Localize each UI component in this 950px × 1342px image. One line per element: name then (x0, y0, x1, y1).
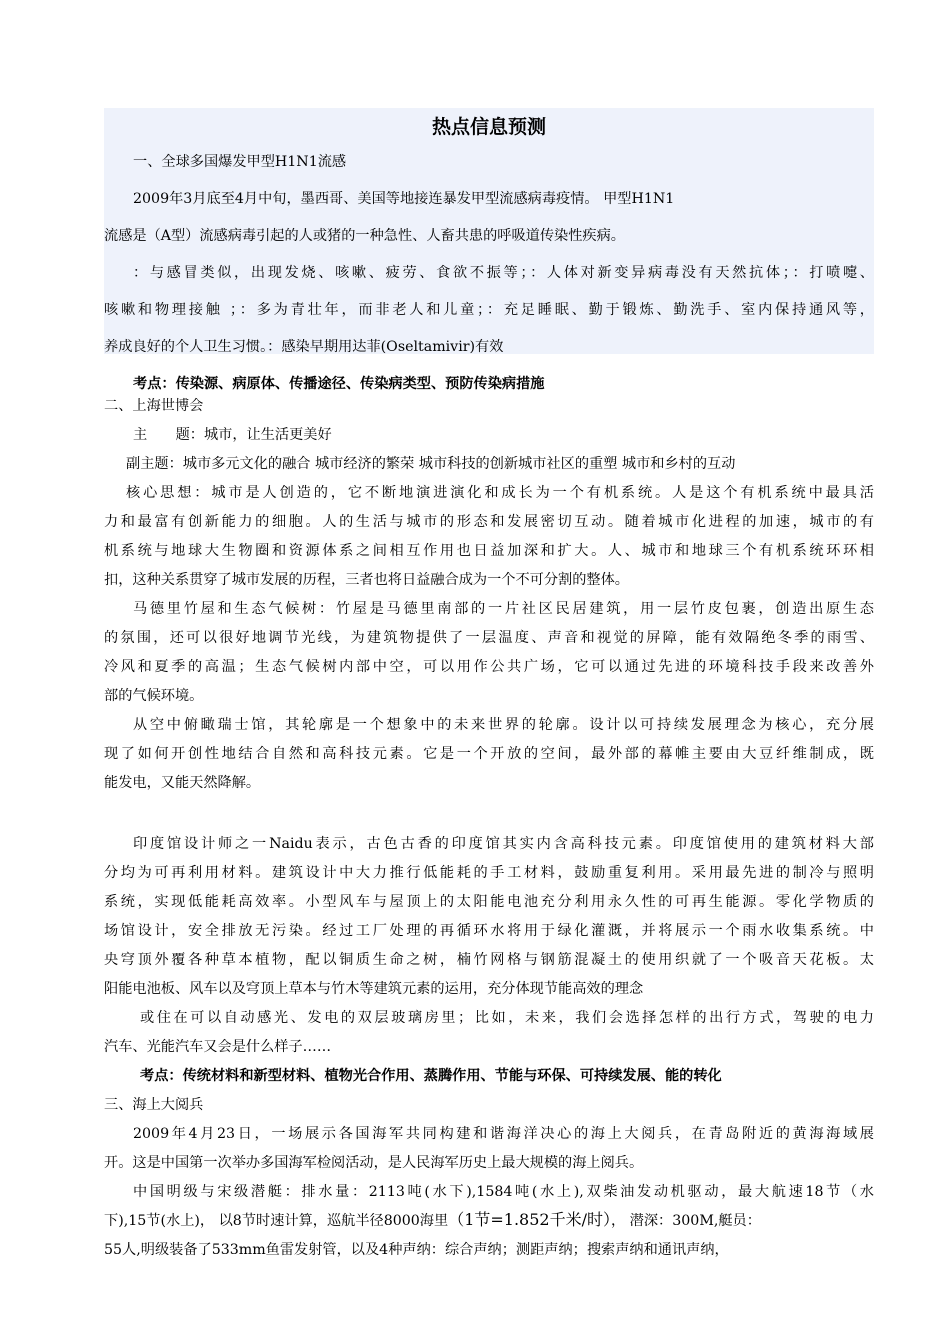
s2-madrid-3: 冷风和夏季的高温；生态气候树内部中空，可以用作公共广场，它可以通过先进的环境科技手段来改善外 (104, 659, 874, 675)
section-3-heading: 三、海上大阅兵 (104, 1097, 204, 1113)
s2-kaodian: 考点：传统材料和新型材料、植物光合作用、蒸腾作用、节能与环保、可持续发展、能的转化 (140, 1068, 722, 1084)
s2-madrid-1: 马德里竹屋和生态气候树：竹屋是马德里南部的一片社区民居建筑，用一层竹皮包裹，创造出原生态 (133, 601, 874, 617)
s2-india-6: 阳能电池板、风车以及穹顶上草本与竹木等建筑元素的运用，充分体现节能高效的理念 (104, 981, 644, 997)
s2-future-1: 或住在可以自动感光、发电的双层玻璃房里；比如，未来，我们会选择怎样的出行方式，驾驶的电力 (140, 1010, 874, 1026)
s3-p2-2c: ， 潜深：300M,艇员： (610, 1213, 761, 1229)
s3-p2-1: 中国明级与宋级潜艇：排水量：2113吨(水下),1584吨(水上),双柴油发动机驱动，最大航速18节（水 (133, 1184, 874, 1200)
section-1-heading: 一、全球多国爆发甲型H1N1流感 (133, 154, 347, 170)
s2-future-2: 汽车、光能汽车又会是什么样子…… (104, 1039, 332, 1055)
s1-line-5: 养成良好的个人卫生习惯。：感染早期用达菲(Oseltamivir)有效 (104, 339, 504, 355)
s1-kaodian: 考点：传染源、病原体、传播途径、传染病类型、预防传染病措施 (133, 376, 545, 392)
s2-india-3: 系统，实现低能耗高效率。小型风车与屋顶上的太阳能电池充分利用永久性的可再生能源。零化学物质的 (104, 894, 874, 910)
s3-p1-2: 开。这是中国第一次举办多国海军检阅活动，是人民海军历史上最大规模的海上阅兵。 (104, 1155, 644, 1171)
s3-p1-1: 2009年4月23日，一场展示各国海军共同构建和谐海洋决心的海上大阅兵，在青岛附近的黄海海域展 (133, 1126, 874, 1142)
s2-swiss-1: 从空中俯瞰瑞士馆，其轮廓是一个想象中的未来世界的轮廓。设计以可持续发展理念为核心，充分展 (133, 717, 874, 733)
s2-core-3: 机系统与地球大生物圈和资源体系之间相互作用也日益加深和扩大。人、城市和地球三个有机系统环环相 (104, 543, 874, 559)
s2-india-1: 印度馆设计师之一Naidu表示，古色古香的印度馆其实内含高科技元素。印度馆使用的建筑材料大部 (133, 836, 874, 852)
s2-madrid-2: 的氛围，还可以很好地调节光线，为建筑物提供了一层温度、声音和视觉的屏障，能有效隔绝冬季的雨雪、 (104, 630, 874, 646)
s1-line-1: 2009年3月底至4月中旬，墨西哥、美国等地接连暴发甲型流感病毒疫情。 甲型H1N1 (133, 191, 675, 207)
s2-india-4: 场馆设计，安全排放无污染。经过工厂处理的再循环水将用于绿化灌溉，并将展示一个雨水收集系统。中 (104, 923, 874, 939)
s2-core-2: 力和最富有创新能力的细胞。人的生活与城市的形态和发展密切互动。随着城市化进程的加速，城市的有 (104, 514, 874, 530)
s2-swiss-3: 能发电，又能天然降解。 (104, 775, 261, 791)
s3-p2-2 (104, 1210, 761, 1231)
s2-subtheme: 副主题：城市多元文化的融合 城市经济的繁荣 城市科技的创新城市社区的重塑 城市和乡村的互动 (126, 456, 736, 472)
s2-swiss-2: 现了如何开创性地结合自然和高科技元素。它是一个开放的空间，最外部的幕帷主要由大豆纤维制成，既 (104, 746, 874, 762)
s3-p2-2a: 下),15节(水上)， 以8节时速计算，巡航半径8000海里 (104, 1213, 449, 1229)
s1-line-4: 咳嗽和物理接触 ；：多为青壮年，而非老人和儿童；：充足睡眠、勤于锻炼、勤洗手、室内保持通风等， (104, 302, 874, 318)
section-2-heading: 二、上海世博会 (104, 398, 204, 414)
s2-india-5: 央穹顶外覆各种草本植物，配以铜质生命之树，楠竹网格与钢筋混凝土的使用织就了一个吸音天花板。太 (104, 952, 874, 968)
s2-madrid-4: 部的气候环境。 (104, 688, 204, 704)
s2-core-4: 扣，这种关系贯穿了城市发展的历程，三者也将日益融合成为一个不可分割的整体。 (104, 572, 629, 588)
s2-core-1: 核心思想：城市是人创造的，它不断地演进演化和成长为一个有机系统。人是这个有机系统中最具活 (126, 485, 874, 501)
s2-theme: 主 题：城市，让生活更美好 (133, 427, 332, 443)
s1-line-3: ：与感冒类似，出现发烧、咳嗽、疲劳、食欲不振等；：人体对新变异病毒没有天然抗体；：打喷嚏、 (133, 265, 874, 281)
page-title: 热点信息预测 (431, 116, 546, 138)
knot-conversion: （1节=1.852千米/时） (448, 1210, 611, 1229)
s2-india-2: 分均为可再利用材料。建筑设计中大力推行低能耗的手工材料，鼓励重复利用。采用最先进的制冷与照明 (104, 865, 874, 881)
s3-p2-3: 55人,明级装备了533mm鱼雷发射管，以及4种声纳：综合声纳；测距声纳；搜索声纳和通讯声纳， (104, 1242, 729, 1258)
s1-line-2: 流感是（A型）流感病毒引起的人或猪的一种急性、人畜共患的呼吸道传染性疾病。 (104, 228, 625, 244)
